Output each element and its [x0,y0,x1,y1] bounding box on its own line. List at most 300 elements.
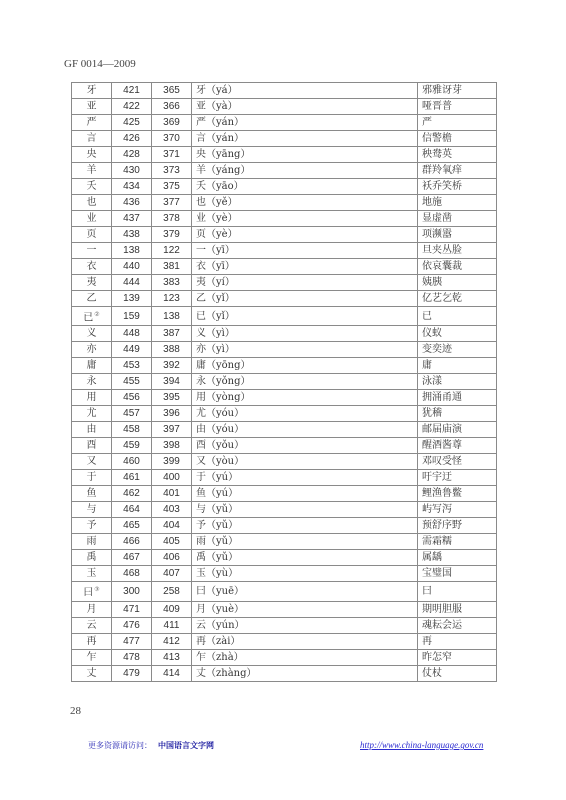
cell-number-b [152,275,192,291]
cell-character-text: 由 [86,424,97,436]
cell-number-b-text: 405 [163,536,180,548]
table-row [72,633,497,649]
footer-prompt: 更多资源请访问： [88,741,152,750]
cell-example-chars-text: 再 [422,635,432,647]
cell-reading-text: 予（yǔ） [196,520,239,532]
cell-reading-text: 页（yè） [196,229,238,240]
cell-example-chars-text: 犹稽 [422,408,442,420]
cell-number-b [152,227,192,243]
cell-reading-text: 乍（zhà） [196,651,244,663]
cell-number-b [152,390,192,406]
cell-example-chars-text: 昨怎窄 [422,651,452,663]
cell-reading [192,307,418,326]
table-row [72,307,497,326]
cell-character [72,99,112,115]
cell-reading-text: 亦（yì） [196,344,235,356]
cell-number-a [112,633,152,649]
cell-example-chars-text: 已 [422,310,432,322]
cell-reading [192,83,418,99]
cell-example-chars-text: 庸 [422,360,432,372]
cell-reading-text: 夭（yāo） [196,181,244,192]
cell-example-chars-text: 严 [422,117,432,128]
cell-example-chars-text: 邮届庙演 [422,424,462,436]
cell-character-text: 也 [86,197,97,208]
cell-example-chars [418,147,497,163]
cell-character [72,454,112,470]
cell-example-chars [418,115,497,131]
table-row [72,502,497,518]
cell-number-b-text: 399 [163,456,180,468]
cell-number-b-text: 123 [163,293,180,304]
cell-example-chars-text: 宝璧国 [422,568,452,580]
cell-character [72,470,112,486]
cell-number-b [152,582,192,601]
cell-reading-text: 已（yǐ） [196,310,235,322]
cell-reading [192,374,418,390]
cell-number-a [112,550,152,566]
cell-reading [192,99,418,115]
cell-character-text: 禹 [86,552,97,564]
cell-number-b [152,243,192,259]
table-row [72,195,497,211]
table-row [72,115,497,131]
cell-example-chars [418,518,497,534]
cell-character-text: 央 [86,149,97,160]
cell-number-a [112,342,152,358]
cell-reading [192,390,418,406]
cell-character-text: 庸 [86,360,97,372]
cell-number-b [152,99,192,115]
cell-number-b [152,617,192,633]
cell-number-a [112,454,152,470]
cell-number-b-text: 383 [163,277,180,288]
cell-example-chars [418,358,497,374]
cell-reading-text: 鱼（yú） [196,488,239,500]
cell-reading [192,550,418,566]
cell-character-text: 乙 [86,293,97,304]
cell-number-b [152,502,192,518]
cell-number-a-text: 459 [123,440,140,452]
cell-reading-text: 一（yī） [196,245,235,256]
table-row [72,454,497,470]
cell-number-a [112,502,152,518]
table-row [72,259,497,275]
cell-character [72,163,112,179]
cell-number-a-text: 300 [123,585,140,597]
cell-character-text: 月 [86,603,97,615]
cell-number-a [112,259,152,275]
cell-reading-text: 再（zài） [196,635,241,647]
cell-character-text: 玉 [86,568,97,580]
cell-number-a-text: 457 [123,408,140,420]
cell-number-a [112,275,152,291]
cell-reading [192,566,418,582]
cell-example-chars [418,617,497,633]
table-row [72,358,497,374]
cell-reading [192,454,418,470]
cell-number-a-text: 437 [123,213,140,224]
cell-character-text: 永 [86,376,97,388]
cell-number-a [112,227,152,243]
cell-number-b-text: 409 [163,603,180,615]
cell-example-chars-text: 吁宇迂 [422,472,452,484]
cell-reading [192,227,418,243]
cell-character-text: 牙 [86,85,97,96]
cell-number-a-text: 462 [123,488,140,500]
cell-reading [192,326,418,342]
cell-reading-text: 乙（yǐ） [196,293,235,304]
cell-reading [192,470,418,486]
cell-number-a [112,617,152,633]
cell-character [72,633,112,649]
cell-reading-text: 月（yuè） [196,603,245,615]
cell-number-b-text: 413 [163,651,180,663]
cell-character [72,131,112,147]
cell-number-b-text: 388 [163,344,180,356]
cell-example-chars [418,649,497,665]
cell-character [72,406,112,422]
cell-example-chars [418,179,497,195]
table-row [72,422,497,438]
cell-number-a [112,195,152,211]
cell-number-a [112,163,152,179]
footer-url-link[interactable]: http://www.china-language.gov.cn [360,740,484,750]
cell-number-b-text: 395 [163,392,180,404]
cell-number-b-text: 406 [163,552,180,564]
cell-character-text: 乍 [86,651,97,663]
cell-number-a [112,131,152,147]
cell-reading [192,358,418,374]
cell-character-text: 业 [86,213,97,224]
cell-number-a-text: 440 [123,261,140,272]
cell-character [72,326,112,342]
cell-character [72,211,112,227]
cell-number-b-text: 387 [163,328,180,340]
cell-number-b [152,518,192,534]
table-row [72,163,497,179]
cell-number-b-text: 138 [163,310,180,322]
cell-number-b-text: 396 [163,408,180,420]
cell-number-b [152,438,192,454]
cell-number-b-text: 381 [163,261,180,272]
cell-reading-text: 与（yǔ） [196,504,239,516]
cell-number-a-text: 425 [123,117,140,128]
cell-number-a [112,486,152,502]
cell-character-text: 言 [86,133,97,144]
cell-number-b [152,374,192,390]
table-row [72,83,497,99]
cell-example-chars [418,163,497,179]
cell-reading-text: 言（yán） [196,133,245,144]
footnote-marker: ③ [94,586,100,594]
cell-character-text: 予 [86,520,97,532]
cell-character [72,390,112,406]
cell-number-b [152,83,192,99]
cell-number-b [152,566,192,582]
table-row [72,291,497,307]
cell-character [72,115,112,131]
cell-reading-text: 云（yún） [196,619,245,631]
cell-example-chars-text: 期明胆服 [422,603,462,615]
cell-reading-text: 用（yòng） [196,392,251,404]
table-row [72,243,497,259]
cell-example-chars-text: 显虚凿 [422,213,452,224]
cell-number-a-text: 468 [123,568,140,580]
cell-number-b-text: 397 [163,424,180,436]
cell-number-b-text: 366 [163,101,180,112]
cell-number-b-text: 407 [163,568,180,580]
cell-number-b-text: 373 [163,165,180,176]
cell-character [72,649,112,665]
cell-character-text: 再 [86,635,97,647]
cell-character-text: 夷 [86,277,97,288]
cell-number-b [152,601,192,617]
cell-number-a [112,83,152,99]
cell-number-a-text: 434 [123,181,140,192]
cell-reading-text: 也（yě） [196,197,238,208]
cell-reading-text: 牙（yá） [196,85,238,96]
cell-reading [192,438,418,454]
cell-number-a-text: 461 [123,472,140,484]
table-row [72,374,497,390]
cell-character [72,342,112,358]
cell-reading [192,131,418,147]
cell-number-a-text: 444 [123,277,140,288]
cell-reading-text: 业（yè） [196,213,238,224]
cell-example-chars [418,243,497,259]
cell-number-a-text: 479 [123,667,140,679]
cell-number-a-text: 438 [123,229,140,240]
cell-number-b-text: 377 [163,197,180,208]
cell-example-chars-text: 信警檐 [422,133,452,144]
cell-number-a-text: 421 [123,85,140,96]
cell-number-b-text: 403 [163,504,180,516]
cell-character [72,259,112,275]
cell-number-b-text: 400 [163,472,180,484]
cell-example-chars [418,550,497,566]
cell-example-chars [418,374,497,390]
table-row [72,617,497,633]
cell-reading [192,342,418,358]
cell-reading [192,534,418,550]
cell-example-chars-text: 邓叹受怪 [422,456,462,468]
cell-number-a [112,243,152,259]
cell-example-chars-text: 仗杖 [422,667,442,679]
table-row [72,342,497,358]
cell-reading [192,406,418,422]
cell-number-a-text: 466 [123,536,140,548]
cell-character-text: 亚 [86,101,97,112]
cell-reading [192,291,418,307]
cell-character [72,502,112,518]
document-code-header: GF 0014—2009 [64,58,136,70]
cell-number-b [152,470,192,486]
cell-number-b-text: 404 [163,520,180,532]
cell-character-text: 云 [86,619,97,631]
cell-example-chars [418,390,497,406]
cell-example-chars-text: 地施 [422,197,442,208]
cell-example-chars [418,422,497,438]
cell-number-a [112,211,152,227]
cell-number-a-text: 428 [123,149,140,160]
cell-example-chars [418,326,497,342]
table-row [72,486,497,502]
cell-number-b [152,147,192,163]
cell-number-b [152,486,192,502]
cell-number-a-text: 476 [123,619,140,631]
cell-reading [192,179,418,195]
cell-example-chars [418,307,497,326]
cell-number-a [112,390,152,406]
cell-reading [192,518,418,534]
cell-number-a [112,99,152,115]
cell-example-chars [418,438,497,454]
cell-character [72,486,112,502]
cell-example-chars-text: 属龋 [422,552,442,564]
table-row [72,534,497,550]
cell-reading-text: 庸（yōng） [196,360,251,372]
cell-reading [192,617,418,633]
cell-number-b-text: 370 [163,133,180,144]
cell-reading [192,633,418,649]
cell-example-chars [418,227,497,243]
cell-character [72,518,112,534]
cell-example-chars-text: 预舒序野 [422,520,462,532]
cell-example-chars [418,275,497,291]
cell-number-a-text: 449 [123,344,140,356]
cell-character-text: 鱼 [86,488,97,500]
table-row [72,550,497,566]
cell-number-b-text: 411 [163,619,180,631]
cell-number-b-text: 398 [163,440,180,452]
cell-number-a-text: 458 [123,424,140,436]
cell-example-chars [418,99,497,115]
cell-character-text: 夭 [86,181,97,192]
cell-example-chars [418,211,497,227]
cell-number-a [112,358,152,374]
cell-example-chars [418,665,497,681]
cell-example-chars-text: 鲤渔鲁鳖 [422,488,462,500]
cell-character-text: 亦 [86,344,97,356]
cell-number-b [152,211,192,227]
cell-number-b-text: 392 [163,360,180,372]
cell-character-text: 羊 [86,165,97,176]
cell-number-a [112,307,152,326]
cell-example-chars [418,131,497,147]
cell-number-a [112,147,152,163]
cell-reading-text: 夷（yí） [196,277,235,288]
cell-character-text: 雨 [86,536,97,548]
cell-number-b [152,163,192,179]
cell-reading-text: 酉（yǒu） [196,440,245,452]
cell-number-b-text: 412 [163,635,180,647]
cell-number-b [152,649,192,665]
cell-number-a [112,649,152,665]
cell-reading-text: 由（yóu） [196,424,245,436]
cell-number-a-text: 471 [123,603,140,615]
table-row [72,326,497,342]
cell-number-a-text: 477 [123,635,140,647]
cell-example-chars-text: 曰 [422,585,432,597]
cell-character [72,582,112,601]
cell-reading-text: 严（yán） [196,117,245,128]
cell-number-a-text: 430 [123,165,140,176]
cell-character-text: 丈 [86,667,97,679]
cell-number-a-text: 436 [123,197,140,208]
table-row [72,438,497,454]
cell-example-chars-text: 泳漾 [422,376,442,388]
cell-example-chars-text: 拥涌甬通 [422,392,462,404]
cell-character-text: 曰 [83,587,94,599]
cell-number-b [152,454,192,470]
cell-example-chars [418,566,497,582]
table-row [72,601,497,617]
cell-character-text: 尤 [86,408,97,420]
cell-example-chars-text: 亿艺乞乾 [422,293,462,304]
cell-number-a-text: 465 [123,520,140,532]
cell-reading-text: 玉（yù） [196,568,239,580]
cell-number-b [152,633,192,649]
cell-number-a-text: 422 [123,101,140,112]
cell-number-a [112,665,152,681]
cell-reading-text: 央（yāng） [196,149,251,160]
footer-site-name[interactable]: 中国语言文字网 [158,740,214,750]
cell-number-b [152,179,192,195]
cell-number-a-text: 456 [123,392,140,404]
cell-number-b [152,195,192,211]
cell-number-a [112,601,152,617]
cell-number-b-text: 394 [163,376,180,388]
table-row [72,406,497,422]
cell-number-b-text: 379 [163,229,180,240]
cell-example-chars [418,486,497,502]
cell-number-b [152,550,192,566]
table-row [72,275,497,291]
cell-character [72,358,112,374]
cell-example-chars [418,582,497,601]
cell-character-text: 用 [86,392,97,404]
cell-reading-text: 尤（yóu） [196,408,245,420]
cell-number-a [112,534,152,550]
cell-number-b [152,291,192,307]
cell-example-chars [418,633,497,649]
cell-reading-text: 义（yì） [196,328,235,340]
cell-character [72,179,112,195]
cell-reading [192,665,418,681]
cell-character-text: 已 [83,312,94,324]
cell-number-b [152,342,192,358]
cell-character [72,601,112,617]
cell-reading-text: 禹（yǔ） [196,552,239,564]
cell-number-a [112,179,152,195]
cell-example-chars-text: 群羚氧痒 [422,165,462,176]
cell-number-b-text: 122 [163,245,180,256]
cell-number-b-text: 258 [163,585,180,597]
cell-number-a-text: 460 [123,456,140,468]
cell-number-a [112,518,152,534]
cell-example-chars-text: 屿写泻 [422,504,452,516]
cell-reading [192,259,418,275]
cell-reading [192,649,418,665]
cell-character [72,243,112,259]
cell-reading [192,601,418,617]
cell-character [72,147,112,163]
cell-character-text: 衣 [86,261,97,272]
cell-reading-text: 又（yòu） [196,456,245,468]
cell-number-b [152,358,192,374]
cell-example-chars-text: 需霜糯 [422,536,452,548]
cell-reading [192,115,418,131]
